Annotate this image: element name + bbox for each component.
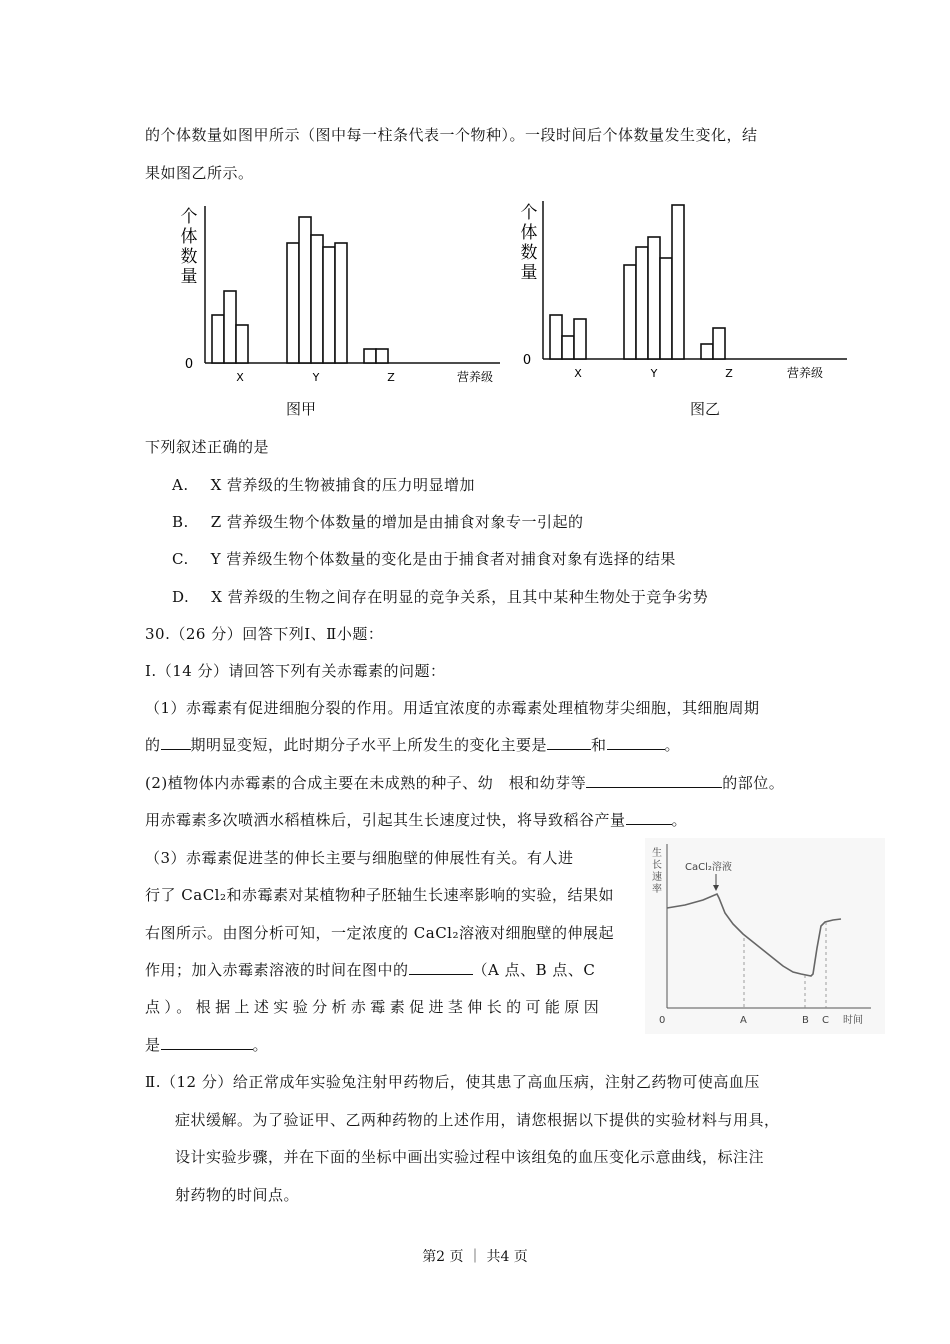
q30-p3-line6 bbox=[145, 1034, 268, 1055]
q30-p2-line2 bbox=[145, 809, 687, 830]
option-key: C. bbox=[172, 550, 189, 568]
answer-blank[interactable] bbox=[161, 735, 191, 750]
point-b-label: B bbox=[802, 1015, 809, 1026]
y-axis-label-char: 数 bbox=[520, 243, 538, 263]
option-a bbox=[172, 474, 475, 495]
bar-x-1 bbox=[212, 315, 224, 363]
text-segment: 和 bbox=[591, 736, 607, 754]
text-segment: 。 bbox=[664, 736, 681, 754]
y-axis-label-char: 率 bbox=[652, 884, 662, 895]
option-text: Z 营养级生物个体数量的增加是由捕食对象专一引起的 bbox=[210, 513, 584, 531]
bar-y-3 bbox=[311, 235, 323, 363]
x-axis-label: 营养级 bbox=[456, 370, 494, 384]
x-tick-label: Y bbox=[312, 371, 320, 384]
bar-z-1 bbox=[364, 349, 376, 363]
page-footer: 第2 页 ｜ 共4 页 bbox=[422, 1249, 528, 1265]
q30-p3-line4 bbox=[145, 959, 595, 980]
option-d bbox=[172, 586, 708, 607]
origin-label: 0 bbox=[184, 357, 194, 372]
y-axis-label-char: 速 bbox=[652, 872, 662, 883]
option-b bbox=[172, 511, 584, 532]
q30-p3-line5: 点）。根据上述实验分析赤霉素促进茎伸长的可能原因 bbox=[145, 998, 604, 1016]
answer-blank[interactable] bbox=[161, 1035, 253, 1050]
bar-x-2 bbox=[562, 336, 574, 359]
q30-p3-line3: 右图所示。由图分析可知，一定浓度的 CaCl₂溶液对细胞壁的伸展起 bbox=[145, 924, 614, 942]
origin-label: 0 bbox=[659, 1015, 666, 1026]
y-axis-label-char: 个 bbox=[180, 207, 198, 227]
x-tick-label: Z bbox=[725, 367, 733, 380]
q30-part2-line3: 设计实验步骤，并在下面的坐标中画出实验过程中该组兔的血压变化示意曲线，标注注 bbox=[175, 1148, 765, 1166]
text-segment: 。 bbox=[671, 811, 688, 829]
answer-blank[interactable] bbox=[586, 773, 722, 788]
bar-y-1 bbox=[287, 243, 299, 363]
bar-group bbox=[550, 205, 725, 359]
y-axis-label-char: 长 bbox=[652, 860, 662, 871]
growth-rate-chart bbox=[645, 838, 885, 1034]
bar-y-5 bbox=[335, 243, 347, 363]
figure-jia-chart bbox=[175, 198, 505, 390]
y-axis-label-char: 个 bbox=[520, 203, 538, 223]
option-key: A. bbox=[172, 476, 189, 494]
x-tick-label: Z bbox=[387, 371, 395, 384]
origin-label: 0 bbox=[522, 353, 532, 368]
q30-p1-line2 bbox=[145, 734, 680, 755]
bar-x-3 bbox=[574, 319, 586, 359]
y-axis-label bbox=[652, 846, 662, 895]
figure-yi-chart bbox=[515, 196, 855, 388]
text-segment: （A 点、B 点、C bbox=[472, 961, 596, 979]
bar-z-2 bbox=[713, 328, 725, 359]
option-text: Y 营养级生物个体数量的变化是由于捕食者对捕食对象有选择的结果 bbox=[210, 550, 676, 568]
y-axis-label-char: 量 bbox=[520, 263, 538, 283]
q30-part2-line2: 症状缓解。为了验证甲、乙两种药物的上述作用，请您根据以下提供的实验材料与用具， bbox=[175, 1111, 780, 1129]
text-segment: 用赤霉素多次喷洒水稻植株后，引起其生长速度过快，将导致稻谷产量 bbox=[145, 811, 626, 829]
y-axis-label bbox=[181, 207, 198, 287]
bar-z-1 bbox=[701, 344, 713, 359]
figure-yi-caption: 图乙 bbox=[690, 400, 721, 418]
option-key: D. bbox=[172, 588, 190, 606]
answer-blank[interactable] bbox=[409, 960, 473, 975]
text-segment: 作用；加入赤霉素溶液的时间在图中的 bbox=[145, 961, 409, 979]
text-segment: 期明显变短，此时期分子水平上所发生的变化主要是 bbox=[190, 736, 548, 754]
option-text: X 营养级的生物被捕食的压力明显增加 bbox=[210, 476, 476, 494]
bar-z-2 bbox=[376, 349, 388, 363]
text-segment: 是 bbox=[145, 1036, 161, 1054]
x-tick-label: X bbox=[236, 371, 244, 384]
answer-blank[interactable] bbox=[607, 735, 665, 750]
bar-group bbox=[212, 217, 388, 363]
y-axis-label-char: 生 bbox=[652, 848, 662, 859]
q30-p1-line1: （1）赤霉素有促进细胞分裂的作用。用适宜浓度的赤霉素处理植物芽尖细胞，其细胞周期 bbox=[145, 699, 760, 717]
q30-p2-line1 bbox=[145, 772, 784, 793]
text-segment: 的部位。 bbox=[722, 774, 785, 792]
intro-line-1: 的个体数量如图甲所示（图中每一柱条代表一个物种）。一段时间后个体数量发生变化，结 bbox=[145, 126, 758, 144]
answer-blank[interactable] bbox=[626, 810, 672, 825]
x-axis-label: 时间 bbox=[843, 1015, 863, 1026]
bar-x-2 bbox=[224, 291, 236, 363]
answer-blank[interactable] bbox=[547, 735, 591, 750]
bar-y-4 bbox=[660, 258, 672, 359]
y-axis-label-char: 体 bbox=[180, 227, 198, 247]
bar-y-4 bbox=[323, 247, 335, 363]
y-axis-label-char: 数 bbox=[180, 247, 198, 267]
question-stem: 下列叙述正确的是 bbox=[145, 438, 270, 456]
point-a-label: A bbox=[740, 1015, 747, 1026]
bar-y-5 bbox=[672, 205, 684, 359]
option-text: X 营养级的生物之间存在明显的竞争关系，且其中某种生物处于竞争劣势 bbox=[211, 588, 709, 606]
intro-line-2: 果如图乙所示。 bbox=[145, 164, 254, 182]
bar-y-3 bbox=[648, 237, 660, 359]
bar-y-2 bbox=[636, 247, 648, 359]
q30-part2-line4: 射药物的时间点。 bbox=[175, 1186, 300, 1204]
x-axis-label: 营养级 bbox=[786, 366, 824, 380]
figure-jia-caption: 图甲 bbox=[286, 400, 317, 418]
y-axis-label-char: 体 bbox=[520, 223, 538, 243]
q30-part1-title: Ⅰ.（14 分）请回答下列有关赤霉素的问题： bbox=[145, 662, 446, 680]
q30-p3-line1: （3）赤霉素促进茎的伸长主要与细胞壁的伸展性有关。有人进 bbox=[145, 849, 574, 867]
text-segment: 。 bbox=[252, 1036, 269, 1054]
point-c-label: C bbox=[822, 1015, 829, 1026]
q30-part2-line1: Ⅱ.（12 分）给正常成年实验兔注射甲药物后，使其患了高血压病，注射乙药物可使高血压 bbox=[145, 1073, 760, 1091]
y-axis-label-char: 量 bbox=[180, 267, 198, 287]
bar-x-1 bbox=[550, 315, 562, 359]
cacl2-annotation: CaCl₂溶液 bbox=[685, 862, 732, 873]
q30-title: 30.（26 分）回答下列Ⅰ、Ⅱ小题： bbox=[145, 625, 384, 643]
text-segment: 的 bbox=[145, 736, 161, 754]
x-tick-label: X bbox=[574, 367, 582, 380]
bar-y-1 bbox=[624, 265, 636, 359]
x-tick-label: Y bbox=[650, 367, 658, 380]
bar-y-2 bbox=[299, 217, 311, 363]
option-key: B. bbox=[172, 513, 189, 531]
option-c bbox=[172, 548, 676, 569]
y-axis-label bbox=[521, 203, 538, 283]
text-segment: (2)植物体内赤霉素的合成主要在未成熟的种子、幼 根和幼芽等 bbox=[145, 774, 587, 792]
bar-x-3 bbox=[236, 325, 248, 363]
q30-p3-line2: 行了 CaCl₂和赤霉素对某植物种子胚轴生长速率影响的实验，结果如 bbox=[145, 886, 614, 904]
